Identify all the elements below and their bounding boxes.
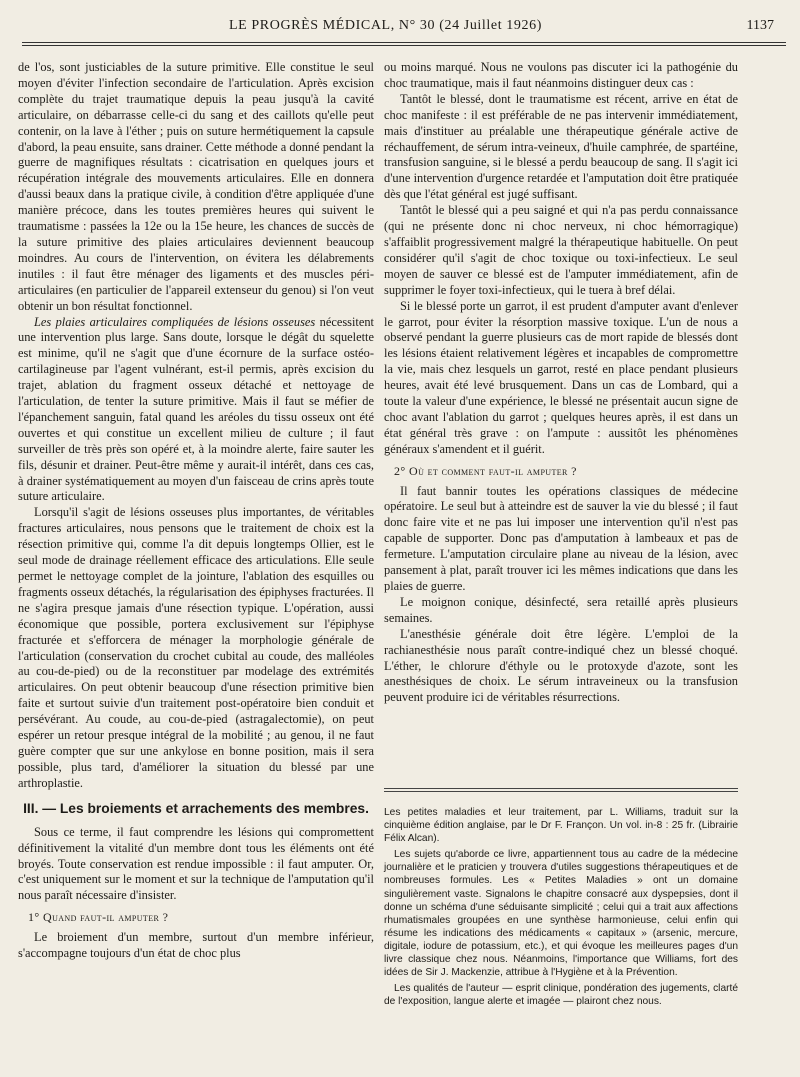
paragraph: de l'os, sont justiciables de la suture primitive. Elle constitue le seul moyen d'éviter l'infection secondaire de l'articulation. Après excision complète du trajet traumatique depuis la peau jusqu'à la cavité articulaire, on débarrasse celle-ci du sang et des caillots qu'elle peut contenir, on la lave à l'éther ; puis on suture hermétiquement la capsule d'abord, la peau ensuite, sans drainer. Cette méthode a donné pendant la guerre de magnifiques résultats : cicatrisation en quelques jours et récupération intégrale des mouvements articulaires. Elle en donnera d'aussi beaux dans la pratique civile, à condition d'être appliquée d'une manière précoce, dans les toutes premières heures qui suivent le traumatisme : passées la 12e ou la 15e heure, les chances de succès de la suture primitive des plaies articulaires deviennent beaucoup moindres. Au cours de l'intervention, on évitera les délabrements inutiles : il faut être ménager des ligaments et des muscles péri-articulaires (en particulier de l'appareil extenseur du genou) si l'on veut obtenir un bon résultat fonctionnel. bbox=[18, 60, 374, 313]
paragraph: Si le blessé porte un garrot, il est prudent d'amputer avant d'enlever le garrot, pour éviter la résorption massive toxique. L'un de nous a observé pendant la guerre plusieurs cas de mort rapide de blessés dont les lésions étaient relativement légères et incapables de compromettre la vie, mais chez lesquels un garrot, resté en place pendant plusieurs heures, avait été levé brusquement. Dans un cas de Lombard, qui a toute la valeur d'une expérience, le blessé ne présentait aucun signe de choc avant l'ablation du garrot ; quelques heures après, il est dans un état général très grave : on l'ampute : aussitôt les phénomènes généraux s'amendent et il guérit. bbox=[384, 298, 738, 456]
paragraph: L'anesthésie générale doit être légère. L'emploi de la rachianesthésie nous paraît contre-indiqué chez un blessé choqué. L'éther, le chlorure d'éthyle ou le protoxyde d'azote, sont les anesthésiques de choix. Le sérum intraveineux ou la transfusion peuvent produire ici de véritables résurrections. bbox=[384, 626, 738, 705]
header-rule-double bbox=[22, 45, 786, 46]
right-column bbox=[384, 60, 738, 706]
paragraph bbox=[18, 315, 374, 506]
paragraph: ou moins marqué. Nous ne voulons pas discuter ici la pathogénie du choc traumatique, mais il faut néanmoins distinguer deux cas : bbox=[384, 60, 738, 90]
header-rule bbox=[22, 42, 786, 43]
paragraph: Lorsqu'il s'agit de lésions osseuses plus importantes, de véritables fractures articulaires, nous pensons que le traitement de choix est la résection primitive qui, comme l'a dit depuis longtemps Ollier, est le seul mode de drainage réellement efficace des articulations. Elle seule permet le nettoyage complet de la jointure, l'ablation des esquilles ou fragments osseux détachés, la régularisation des épiphyses fracturées. Il ne s'agira presque jamais d'une résection typique. L'opération, aussi économique que possible, portera exclusivement sur l'épiphyse fracturée et s'efforcera de ménager la morphologie générale de l'articulation (conservation du crochet cubital au coude, des malléoles au cou-de-pied) ou de la reconstituer par modelage des extrémités articulaires. On peut obtenir beaucoup d'une résection primitive bien faite et surtout suivie d'un traitement post-opératoire bien conduit et persévérant. Au coude, au cou-de-pied (astragalectomie), on peut espérer un retour presque intégral de la mobilité ; au genou, il ne faut guère compter que sur une ankylose en bonne position, mais il sera possible, plus tard, d'améliorer la situation du blessé par une arthroplastie. bbox=[18, 505, 374, 790]
page-header bbox=[14, 14, 786, 40]
journal-title: LE PROGRÈS MÉDICAL, N° 30 (24 Juillet 1926) bbox=[229, 18, 542, 33]
section-divider bbox=[384, 791, 738, 792]
review-paragraph: Les sujets qu'aborde ce livre, appartiennent tous au cadre de la médecine journalière et le praticien y trouvera d'utiles suggestions thérapeutiques et de nombreuses formules. Les « Petites Maladies » ont un domaine singulièrement vaste. Signalons le chapitre consacré aux dyspepsies, dont il donne un schéma d'une séduisante simplicité ; celui qui a trait aux affections rhumatismales groupées en une synthèse harmonieuse, celui enfin qui résume les indications des médicaments « capitaux » (arsenic, mercure, digitale, iodure de potassium, etc.), et qui évoque les meilleures pages d'un livre classique chez nous. Néanmoins, l'importance que Williams, fort des idées de Sir J. Mackenzie, attribue à l'Hygiène et à la Prévention. bbox=[384, 849, 738, 979]
subheading: 2° Où et comment faut-il amputer ? bbox=[394, 463, 577, 478]
paragraph: Tantôt le blessé qui a peu saigné et qui n'a pas perdu connaissance (qui ne présente donc ni choc nerveux, ni choc hémorragique) s'affaiblit progressivement malgré la thérapeutique habituelle. On peut considérer qu'il s'agit de choc toxique ou toxi-infectieux. Le seul moyen de sauver ce blessé est de l'amputer immédiatement, afin de supprimer le foyer toxi-infectieux, qui le tuera à bref délai. bbox=[384, 203, 738, 297]
paragraph: Le broiement d'un membre, surtout d'un membre inférieur, s'accompagne toujours d'un état de choc plus bbox=[18, 930, 374, 961]
italic-lead: Les plaies articulaires compliquées de lésions osseuses bbox=[34, 314, 316, 329]
paragraph: Le moignon conique, désinfecté, sera retaillé après plusieurs semaines. bbox=[384, 594, 738, 625]
review-paragraph: Les qualités de l'auteur — esprit clinique, pondération des jugements, clarté de l'exposition, langue alerte et imagée — plairont chez nous. bbox=[384, 983, 738, 1008]
book-review bbox=[384, 806, 738, 1011]
left-column bbox=[18, 60, 374, 962]
paragraph: Sous ce terme, il faut comprendre les lésions qui compromettent définitivement la vitalité d'un membre dont tous les éléments ont été broyés. Toute conservation est rendue impossible : il faut amputer. Or, c'est uniquement sur le moment et sur la technique de l'amputation qu'il nous paraît nécessaire d'insister. bbox=[18, 824, 374, 903]
paragraph: Tantôt le blessé, dont le traumatisme est récent, arrive en état de choc manifeste : il est préférable de ne pas intervenir immédiatement, mais d'instituer au préalable une thérapeutique générale active de réchauffement, de sérum intra-veineux, d'huile camphrée, de spartéine, transfusion sanguine, si le blessé a perdu beaucoup de sang. Il s'agit ici d'une intervention d'urgence retardée et l'amputation doit être pratiquée dès que l'état général est jugé suffisant. bbox=[384, 91, 738, 202]
section-title: III. — Les broiements et arrachements des membres. bbox=[23, 800, 369, 816]
review-citation: Les petites maladies et leur traitement, par L. Williams, traduit sur la cinquième édition anglaise, par le Dr F. Françon. Un vol. in-8 : 25 fr. (Librairie Félix Alcan). bbox=[384, 807, 738, 845]
subheading: 1° Quand faut-il amputer ? bbox=[28, 910, 169, 925]
page-number: 1137 bbox=[746, 18, 774, 33]
paragraph: Il faut bannir toutes les opérations classiques de médecine opératoire. Le seul but à atteindre est de sauver la vie du blessé ; il faut donc faire vite et ne pas lui imposer une intervention qu'il n'est pas capable de supporter. Donc pas d'amputation à lambeaux et pas de fermeture. L'amputation circulaire plane au niveau de la lésion, avec pansement à plat, paraît trouver ici les mêmes indications que dans les plaies de guerre. bbox=[384, 483, 738, 593]
section-divider bbox=[384, 788, 738, 789]
paragraph-text: nécessitent une intervention plus large. Sans doute, lorsque le dégât du squelette est minime, qu'il ne s'agit que d'une écornure de la surface ostéo-cartilagineuse par l'agent vulnérant, est-il permis, après excision du trajet, ablation du fragment osseux détaché et nettoyage de l'articulation, de tenter la suture primitive. Mais il faut se méfier de l'épanchement sanguin, fatal quand les aréoles du tissu osseux ont été ouvertes et qui constitue un excellent milieu de culture ; il faut surveiller de très près son opéré et, à la moindre alerte, faire sauter les fils, désunir et drainer. Peut-être même y aurait-il intérêt, dans ces cas, à drainer systématiquement au moyen d'un faisceau de crins après toute suture articulaire. bbox=[18, 314, 375, 504]
